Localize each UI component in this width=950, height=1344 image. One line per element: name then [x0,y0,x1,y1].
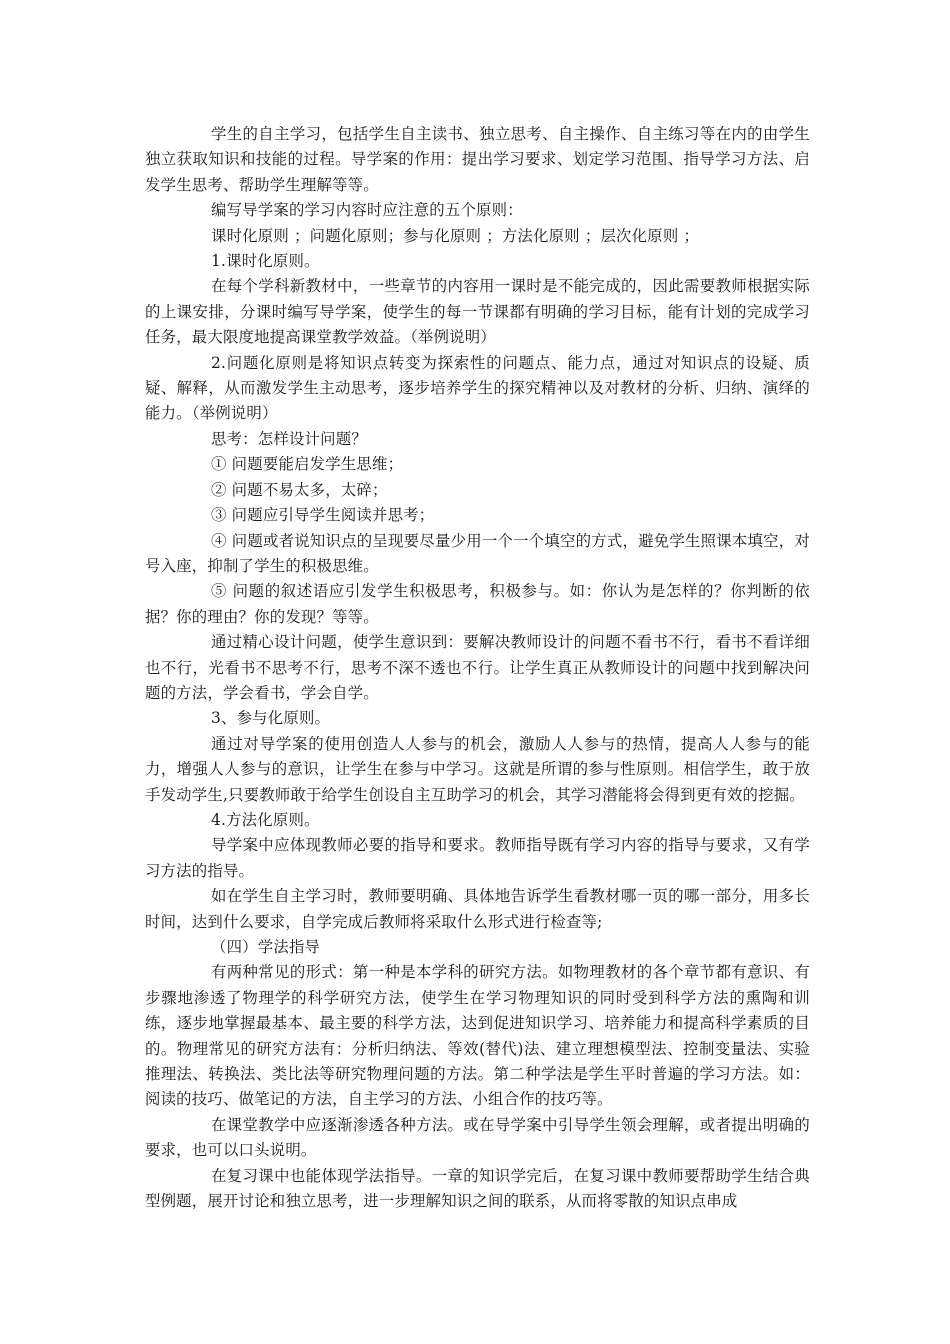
paragraph-self-study-guidance: 如在学生自主学习时，教师要明确、具体地告诉学生看教材哪一页的哪一部分，用多长时间，达到什么要求，自学完成后教师将采取什么形式进行检查等; [145,887,810,931]
paragraph-principle-2: 2.问题化原则是将知识点转变为探索性的问题点、能力点，通过对知识点的设疑、质疑、解释，从而激发学生主动思考，逐步培养学生的探究精神以及对教材的分析、归纳、演绎的能力。（举例说明） [145,353,810,423]
list-item-5: ⑤ 问题的叙述语应引发学生积极思考，积极参与。如：你认为是怎样的？你判断的依据？你的理由？你的发现？等等。 [145,582,810,626]
paragraph-principle-4: 导学案中应体现教师必要的指导和要求。教师指导既有学习内容的指导与要求，又有学习方法的指导。 [145,836,810,880]
list-item-2: ② 问题不易太多，太碎； [211,480,388,499]
heading-section-4: （四）学法指导 [211,938,321,956]
heading-principle-1: 1.课时化原则。 [211,252,320,271]
paragraph-two-forms: 有两种常见的形式：第一种是本学科的研究方法。如物理教材的各个章节都有意识、有步骤地渗透了物理学的科学研究方法，使学生在学习物理知识的同时受到科学方法的熏陶和训练，逐步地掌握最基本、最主要的科学方法，达到促进知识学习、培养能力和提高科学素质的目的。物理常见的研究方法有：分析归纳法、等效(替代)法、建立理想模型法、控制变量法、实验推理法、转换法、类比法等研究物理问题的方法。第二种学法是学生平时普遍的学习方法。如：阅读的技巧、做笔记的方法，自主学习的方法、小组合作的技巧等。 [145,963,810,1109]
list-item-3: ③ 问题应引导学生阅读并思考； [211,506,435,525]
paragraph-design-questions: 通过精心设计问题，使学生意识到：要解决教师设计的问题不看书不行，看书不看详细也不行，光看书不思考不行，思考不深不透也不行。让学生真正从教师设计的问题中找到解决问题的方法，学会看书，学会自学。 [145,633,810,702]
paragraph-five-principles-intro: 编写导学案的学习内容时应注意的五个原则： [211,201,523,220]
list-item-4: ④ 问题或者说知识点的呈现要尽量少用一个一个填空的方式，避免学生照课本填空，对号入座，抑制了学生的积极思维。 [145,531,810,575]
heading-thinking: 思考：怎样设计问题？ [211,429,367,448]
paragraph-principle-1: 在每个学科新教材中，一些章节的内容用一课时是不能完成的，因此需要教师根据实际的上课安排，分课时编写导学案，使学生的每一节课都有明确的学习目标，能有计划的完成学习任务，最大限度地提高课堂教学效益。（举例说明） [145,277,810,347]
heading-principle-4: 4.方法化原则。 [211,810,320,829]
paragraph-classroom: 在课堂教学中应逐渐渗透各种方法。或在导学案中引导学生领会理解，或者提出明确的要求，也可以口头说明。 [145,1115,810,1160]
paragraph-principle-3: 通过对导学案的使用创造人人参与的机会，激励人人参与的热情，提高人人参与的能力，增强人人参与的意识，让学生在参与中学习。这就是所谓的参与性原则。相信学生，敢于放手发动学生,只要教师敢于给学生创设自主互助学习的机会，其学习潜能将会得到更有效的挖掘。 [145,734,810,804]
paragraph-review-class: 在复习课中也能体现学法指导。一章的知识学完后，在复习课中教师要帮助学生结合典型例题，展开讨论和独立思考，进一步理解知识之间的联系，从而将零散的知识点串成 [145,1166,810,1211]
paragraph-self-study: 学生的自主学习，包括学生自主读书、独立思考、自主操作、自主练习等在内的由学生独立获取知识和技能的过程。导学案的作用：提出学习要求、划定学习范围、指导学习方法、启发学生思考、帮助学生理解等等。 [145,125,810,194]
document-body [145,122,810,1214]
heading-principle-3: 3、参与化原则。 [211,709,331,728]
paragraph-principles-list: 课时化原则 ；问题化原则；参与化原则 ；方法化原则 ；层次化原则 ； [211,226,700,245]
list-item-1: ① 问题要能启发学生思维； [211,455,404,474]
